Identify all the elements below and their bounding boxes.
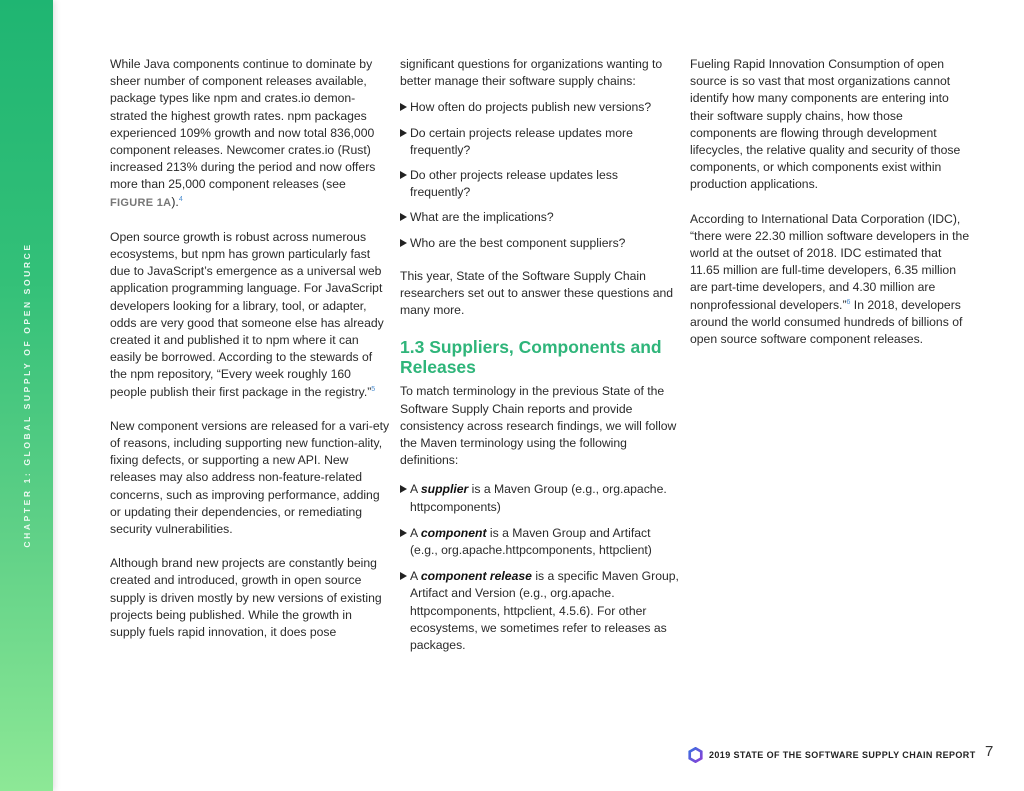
question-text: Do certain projects release updates more frequently? (410, 125, 633, 157)
question-text: Do other projects release updates less frequently? (410, 168, 618, 200)
list-item (400, 209, 680, 226)
definition-prefix: A (410, 525, 421, 540)
question-text: What are the implications? (410, 210, 554, 225)
definition-term: supplier (420, 482, 469, 497)
paragraph-idc-stats (690, 211, 970, 349)
list-item (400, 235, 680, 252)
bullet-triangle-icon (400, 239, 407, 247)
text-column-1 (110, 56, 390, 658)
bullet-triangle-icon (400, 572, 407, 580)
paragraph-questions-intro: significant questions for organizations wanting to better manage their software supply chains: (400, 57, 663, 89)
definition-term: component (420, 525, 487, 540)
report-title: 2019 STATE OF THE SOFTWARE SUPPLY CHAIN REPORT (709, 750, 976, 760)
bullet-triangle-icon (400, 529, 407, 537)
definition-prefix: A (410, 482, 421, 497)
footnote-6[interactable]: 6 (846, 298, 851, 306)
paragraph-research-goal: This year, State of the Software Supply Chain researchers set out to answer these questions and many more. (400, 268, 674, 318)
chapter-label: CHAPTER 1: GLOBAL SUPPLY OF OPEN SOURCE (22, 242, 32, 548)
question-text: How often do projects publish new versions? (410, 100, 652, 115)
footnote-5[interactable]: 5 (371, 385, 376, 393)
figure-1a-link[interactable]: FIGURE 1A (110, 196, 172, 209)
definition-text: is a Maven Group and Artifact (e.g., org.apache.httpcomponents, httpclient) (410, 525, 652, 558)
list-item (400, 525, 680, 559)
paragraph-text: Open source growth is robust across numerous ecosystems, but npm has grown particularly fast due to JavaScript’s emergence as a universal web application programming language. For JavaScript developers looking for a library, tool, or adapter, odds are very good that someone else has already created it and published it to npm where it can easily be borrowed. According to the stewards of the npm repository, “Every week roughly 160 people publish their first package in the registry.” (110, 229, 384, 399)
paragraph-text: According to International Data Corporation (IDC), “there were 22.30 million software developers in the world at the outset of 2018. IDC estimated that 11.65 million are full-time developers, 6.35 million are part-time developers, and 4.30 million are nonprofessional developers.” (690, 211, 970, 312)
definition-text: is a Maven Group (e.g., org.apache. httpcomponents) (410, 482, 667, 514)
list-item (400, 568, 680, 654)
bullet-triangle-icon (400, 129, 407, 137)
chapter-sidebar (0, 0, 53, 791)
bullet-triangle-icon (400, 485, 407, 493)
list-item (400, 125, 680, 159)
page-number: 7 (985, 743, 994, 760)
paragraph-npm-growth (110, 229, 390, 401)
list-item (400, 167, 680, 201)
definition-prefix: A (410, 569, 421, 584)
paragraph-rapid-innovation: Fueling Rapid Innovation Consumption of open source is so vast that most organizations cannot identify how many components are entering into their software supply chains, how those components are flowing through development lifecycles, the relative quality and security of those components, or which components exist within production applications. (690, 57, 961, 192)
paragraph-tail: ). (171, 194, 179, 209)
hexagon-logo-icon (688, 747, 703, 763)
list-item (400, 481, 680, 515)
footnote-4[interactable]: 4 (178, 195, 183, 203)
list-item (400, 99, 680, 116)
bullet-triangle-icon (400, 171, 407, 179)
bullet-triangle-icon (400, 103, 407, 111)
definitions-list (400, 481, 680, 654)
text-column-3 (690, 56, 970, 365)
paragraph-supply-growth: Although brand new projects are constantly being created and introduced, growth in open source supply is driven mostly by new versions of existing projects being published. While the growth in supply fuels rapid innovation, it does pose (110, 556, 382, 640)
paragraph-tail: In 2018, developers around the world consumed hundreds of billions of open source software component releases. (690, 297, 963, 347)
paragraph-text: While Java components continue to dominate by sheer number of component releases available, package types like npm and crates.io demon-strated the highest growth rates. npm packages experienced 109% growth and now total 836,000 component releases. Newcomer crates.io (Rust) increased 213% during the period and now offers more than 25,000 component releases (see (110, 57, 376, 192)
question-text: Who are the best component suppliers? (410, 235, 626, 250)
page-footer (688, 746, 976, 764)
bullet-triangle-icon (400, 213, 407, 221)
questions-list (400, 99, 680, 251)
definition-text: is a specific Maven Group, Artifact and Version (e.g., org.apache. httpcomponents, httpclient, 4.5.6). For other ecosystems, we sometimes refer to releases as packages. (410, 569, 679, 653)
paragraph-java-growth (110, 56, 390, 212)
section-heading: 1.3 Suppliers, Components and Releases (400, 337, 662, 378)
text-column-2 (400, 56, 680, 663)
paragraph-terminology-intro: To match terminology in the previous State of the Software Supply Chain reports and provide consistency across research findings, we will follow the Maven terminology using the following definitions: (400, 384, 677, 468)
paragraph-new-versions: New component versions are released for a vari-ety of reasons, including supporting new function-ality, fixing defects, or supporting a new API. New releases may also address non-feature-related concerns, such as improving performance, adding or updating their dependencies, or remediating security vulnerabilities. (110, 418, 390, 537)
definition-term: component release (420, 569, 532, 584)
